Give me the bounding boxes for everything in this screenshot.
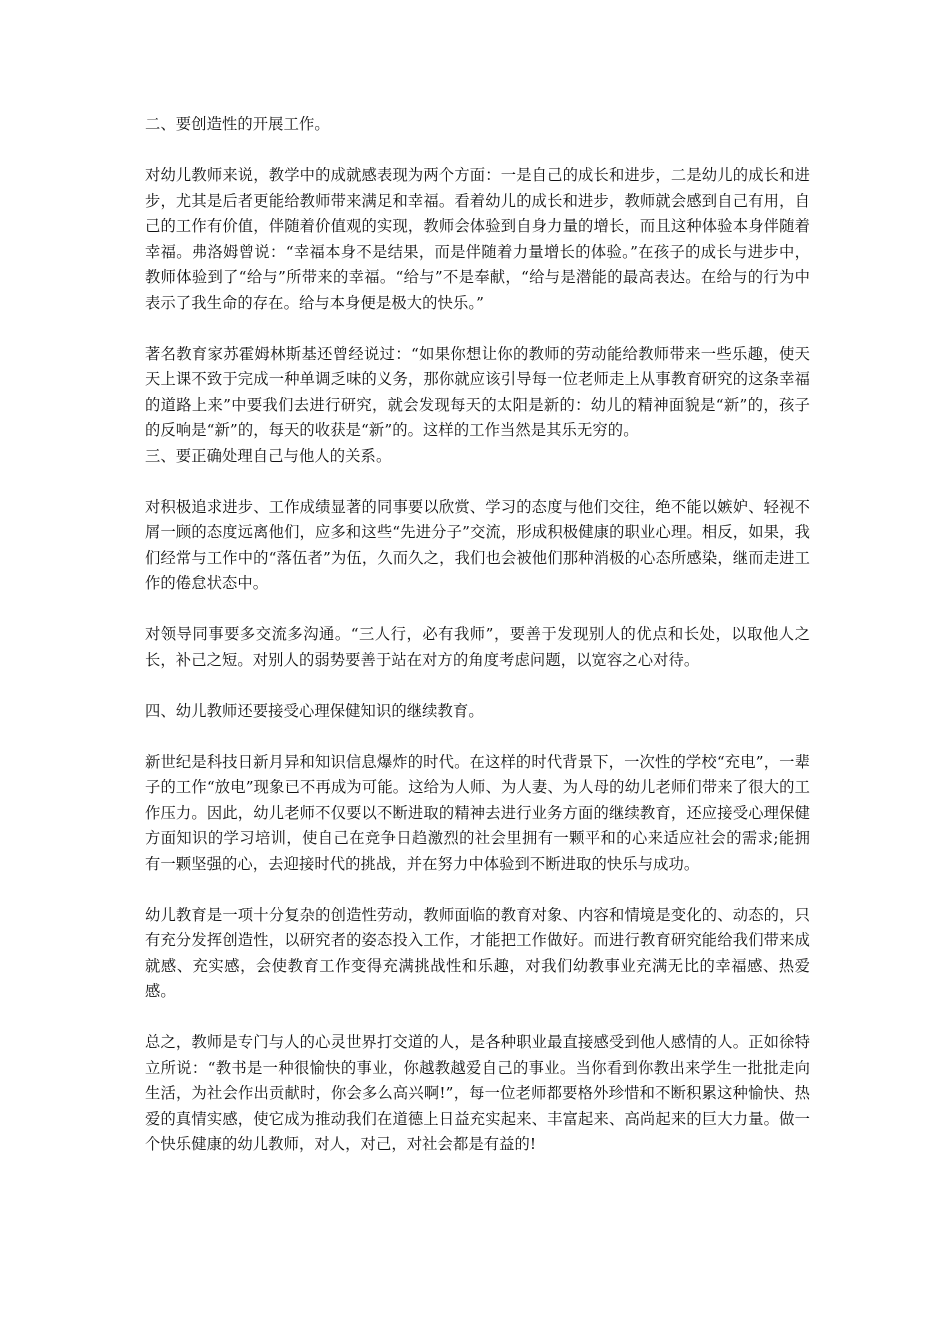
paragraph-sukhomlinsky-quote: 著名教育家苏霍姆林斯基还曾经说过：“如果你想让你的教师的劳动能给教师带来一些乐趣，使天天上课不致于完成一种单调乏味的义务，那你就应该引导每一位老师走上从事教育研究的这条幸福的道路上来”中要我们去进行研究，就会发现每天的太阳是新的：幼儿的精神面貌是“新”的，孩子的反响是“新”的，每天的收获是“新”的。这样的工作当然是其乐无穷的。 bbox=[145, 344, 810, 439]
document-body bbox=[145, 112, 810, 1158]
paragraph-conclusion: 总之，教师是专门与人的心灵世界打交道的人，是各种职业最直接感受到他人感情的人。正如徐特立所说：“教书是一种很愉快的事业，你越教越爱自己的事业。当你看到你教出来学生一批批走向生活，为社会作出贡献时，你会多么高兴啊!”，每一位老师都要格外珍惜和不断积累这种愉快、热爱的真情实感，使它成为推动我们在道德上日益充实起来、丰富起来、高尚起来的巨大力量。做一个快乐健康的幼儿教师，对人，对己，对社会都是有益的! bbox=[145, 1033, 810, 1153]
section-heading-2: 二、要创造性的开展工作。 bbox=[145, 115, 330, 133]
paragraph-achievement: 对幼儿教师来说，教学中的成就感表现为两个方面：一是自己的成长和进步，二是幼儿的成长和进步，尤其是后者更能给教师带来满足和幸福。看着幼儿的成长和进步，教师就会感到自己有用，自己的工作有价值，伴随着价值观的实现，教师会体验到自身力量的增长，而且这种体验本身伴随着幸福。弗洛姆曾说：“幸福本身不是结果，而是伴随着力量增长的体验。”在孩子的成长与进步中，教师体验到了“给与”所带来的幸福。“给与”不是奉献，“给与是潜能的最高表达。在给与的行为中表示了我生命的存在。给与本身便是极大的快乐。” bbox=[145, 166, 810, 312]
paragraph-colleagues: 对积极追求进步、工作成绩显著的同事要以欣赏、学习的态度与他们交往，绝不能以嫉妒、轻视不屑一顾的态度远离他们，应多和这些“先进分子”交流，形成积极健康的职业心理。相反，如果，我们经常与工作中的“落伍者”为伍，久而久之，我们也会被他们那种消极的心态所感染，继而走进工作的倦怠状态中。 bbox=[145, 497, 810, 592]
paragraph-creative-labor: 幼儿教育是一项十分复杂的创造性劳动，教师面临的教育对象、内容和情境是变化的、动态的，只有充分发挥创造性，以研究者的姿态投入工作，才能把工作做好。而进行教育研究能给我们带来成就感、充实感，会使教育工作变得充满挑战性和乐趣，对我们幼教事业充满无比的幸福感、热爱感。 bbox=[145, 905, 810, 1000]
paragraph-communication: 对领导同事要多交流多沟通。“三人行，必有我师”，要善于发现别人的优点和长处，以取他人之长，补己之短。对别人的弱势要善于站在对方的角度考虑问题，以宽容之心对待。 bbox=[145, 625, 810, 669]
section-heading-3: 三、要正确处理自己与他人的关系。 bbox=[145, 446, 392, 465]
paragraph-continuing-education: 新世纪是科技日新月异和知识信息爆炸的时代。在这样的时代背景下，一次性的学校“充电”，一辈子的工作“放电”现象已不再成为可能。这给为人师、为人妻、为人母的幼儿老师们带来了很大的工作压力。因此，幼儿老师不仅要以不断进取的精神去进行业务方面的继续教育，还应接受心理保健方面知识的学习培训，使自己在竞争日趋激烈的社会里拥有一颗平和的心来适应社会的需求;能拥有一颗坚强的心，去迎接时代的挑战，并在努力中体验到不断进取的快乐与成功。 bbox=[145, 752, 810, 873]
section-heading-4: 四、幼儿教师还要接受心理保健知识的继续教育。 bbox=[145, 701, 484, 720]
